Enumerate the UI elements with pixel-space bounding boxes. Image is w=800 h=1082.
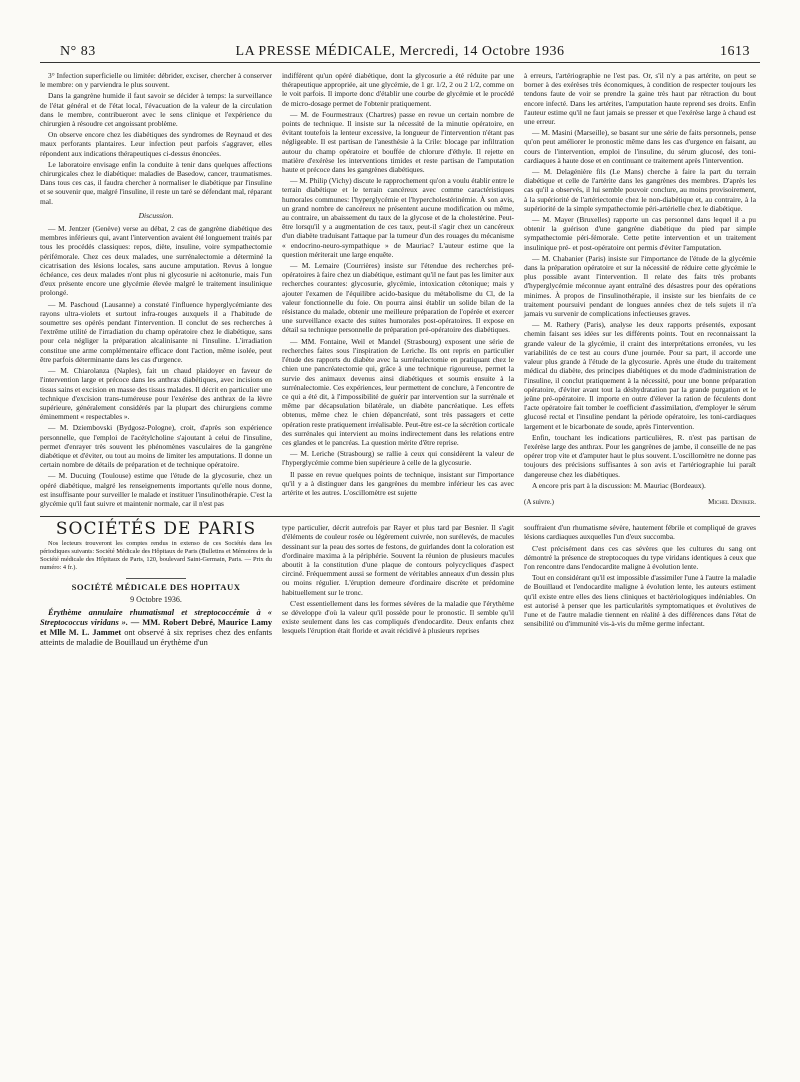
paragraph: — M. Mayer (Bruxelles) rapporte un cas personnel dans lequel il a pu obtenir la guérison d'une gangrène diabétique du pied par simple sympathectomie péri-fémorale. Cette petite intervention et un traitement insulinique pré- et post-opératoire ont permis d'éviter l'amputation. [524,215,756,252]
societes-column-2 [282,523,514,650]
paragraph: A encore pris part à la discussion: M. Mauriac (Bordeaux). [532,480,706,490]
paragraph: — M. Delagénière fils (Le Mans) cherche à faire la part du terrain diabétique et celle de l'artérite dans les gangrènes des membres. D'après les cas qu'il a observés, il lui semble pouvoir conclure, au moins provisoirement, à la supériorité de l'artériectomie chez le non-diabétique et, au contraire, à la supériorité de la simple sympathectomie péri-artérielle chez le diabétique. [524,167,756,213]
paragraph: Il passe en revue quelques points de technique, insistant sur l'importance qu'il y a à distinguer dans les gangrènes du membre inférieur les cas avec artérite et les autres. L'oscillomètre est sujette [282,469,514,497]
paragraph: — M. Philip (Vichy) discute le rapprochement qu'on a voulu établir entre le terrain diabétique et le terrain cancéreux avec comme caractéristiques humorales communes: l'hyperglycémie et l'hypercholestérinémie. À son avis, un grand nombre de cancéreux ne présentent aucune modification ou même, au contraire, un abaissement du taux de la glycose et de la cholestérine. Peut-être lorsqu'il y a augmentation de ces taux, peut-il s'agir chez un cancéreux d'un diabète traduisant l'attaque par la tumeur d'un des rouages du mécanisme « endocrino-neuro-sympathique » de Mauriac? L'auteur estime que la question mériterait une large enquête. [282,176,514,259]
paragraph: 3° Infection superficielle ou limitée: débrider, exciser, chercher à conserver le membre: on y parviendra le plus souvent. [40,71,272,90]
paragraph: — M. Paschoud (Lausanne) a constaté l'influence hyperglycémiante des rayons ultra-violets et surtout infra-rouges auxquels il a l'habitude de soumettre ses opérés pendant l'intervention. Il conclut de ses recherches à l'extrême utilité de l'irradiation du champ opératoire chez le diabétique, sans pour cela négliger la préparation alcalinisante ni l'insuline. L'irradiation constitue une arme complémentaire efficace dont l'action, même isolée, peut être parfois déterminante dans les cas d'urgence. [40,299,272,364]
communication-text: ont observé à six reprises chez des enfants atteints de maladie de Bouillaud un érythème d'un [40,627,272,647]
section-divider [40,516,760,517]
paragraph: — M. Dziembovski (Bydgosz-Pologne), croit, d'après son expérience personnelle, que l'emploi de l'acétylcholine s'ajoutant à celui de l'insuline, permet d'enrayer très souvent les phénomènes vasculaires de la gangrène diabétique et d'éviter, ou tout au moins de limiter les amputations. Il donne un certain nombre de détails de préparation et de technique opératoire. [40,423,272,470]
column-2 [282,71,514,510]
paragraph: C'est essentiellement dans les formes sévères de la maladie que l'érythème se développe d'où la valeur qu'il possède pour le pronostic. Il semble qu'il existe seulement dans les cas compliqués d'endocardite. Deux enfants chez lesquels l'éruption était floride et avait récidivé à plusieurs reprises [282,598,514,636]
paragraph: On observe encore chez les diabétiques des syndromes de Reynaud et des maux perforants plantaires. Leur infection peut parfois s'aggraver, elles répondent aux indications thérapeutiques ci-dessus énoncées. [40,130,272,158]
divider [126,578,186,579]
meeting-date: 9 Octobre 1936. [130,594,182,604]
meeting-title: SOCIÉTÉ MÉDICALE DES HOPITAUX [71,582,241,593]
communication-title [40,608,272,648]
to-be-continued: (A suivre.) [524,497,554,506]
paragraph: — M. Ducuing (Toulouse) estime que l'étude de la glycosurie, chez un opéré diabétique, malgré les renseignements importants qu'elle nous donne, est insuffisante pour surveiller le malade et instituer l'insulinothérapie. C'est la glycémie qu'il faut suivre et maintenir normale, car il n'est pas [40,471,272,508]
signature-line [524,498,756,507]
societes-section [40,519,760,650]
societes-column-3 [524,523,756,650]
paragraph: souffraient d'un rhumatisme sévère, hautement fébrile et compliqué de graves lésions cardiaques auxquelles l'un d'eux succomba. [524,523,756,542]
article-author: Michel Deniker. [708,497,756,506]
journal-title: LA PRESSE MÉDICALE, Mercredi, 14 Octobre 1936 [235,44,565,59]
running-header [40,40,760,63]
paragraph: à erreurs, l'artériographie ne l'est pas. Or, s'il n'y a pas artérite, on peut se borner à des exérèses très économiques, à condition de respecter toujours les tendons faute de voir se prendre la gaine très haut par rétraction du bout encore infecté. Dans les artérites, l'amputation haute reprend ses droits. Enfin l'auteur estime qu'il ne faut jamais se presser et que l'exérèse large à chaud est une erreur. [524,71,756,127]
paragraph: — M. Lemaire (Courrières) insiste sur l'étendue des recherches pré-opératoires à faire chez un diabétique, estimant qu'il ne faut pas les limiter aux recherches courantes: glycosurie, glycémie, intoxication cétonique; mais y ajouter l'examen de l'équilibre acido-basique du métabolisme du Cl, de la valeur fonctionnelle du foie. On pourra ainsi établir un solide bilan de la résistance du malade, obtenir une meilleure préparation de l'opérée et exercer une surveillance exacte des suites humorales post-opératoires. Il expose en détail sa technique personnelle de préparation pré-opératoire des diabétiques. [282,261,514,335]
paragraph: C'est précisément dans ces cas sévères que les cultures du sang ont démontré la présence de streptocoques du type viridans identiques à ceux que l'on rencontre dans l'endocardite maligne à évolution lente. [524,543,756,571]
paragraph: indifférent qu'un opéré diabétique, dont la glycosurie a été réduite par une thérapeutique appropriée, ait une glycémie, de 1 gr. 1/2, 2 ou 2 1/2, comme on le voit parfois. Il importe donc d'établir une courbe de glycémie et le procédé de micro-dosage permet de l'obtenir pratiquement. [282,71,514,108]
page-number: 1613 [720,44,750,59]
section-title: SOCIÉTÉS DE PARIS [55,519,257,540]
discussion-heading: Discussion. [138,210,174,220]
paragraph: Tout en considérant qu'il est impossible d'assimiler l'une à l'autre la maladie de Bouillaud et l'endocardite maligne à évolution lente, les auteurs estiment qu'il existe entre elles des liens cliniques et bactériologiques indéniables. On est autorisé à penser que les particularités symptomatiques et évolutives de l'une et de l'autre maladie tiennent en réalité à des différences dans l'état de sensibilité ou d'immunité vis-à-vis du même germe infectant. [524,573,756,629]
paragraph: — M. Masini (Marseille), se basant sur une série de faits personnels, pense qu'on peut améliorer le pronostic même dans les cas d'urgence en faisant, au cours de l'intervention, emploi de l'insuline, du sérum glucosé, des toni-cardiaques à haute dose et en continuant ce traitement après l'intervention. [524,128,756,165]
column-1 [40,71,272,510]
paragraph: — MM. Fontaine, Weil et Mandel (Strasbourg) exposent une série de recherches faites sous l'inspiration de Leriche. Ils ont repris en particulier l'étude des rapports du diabète avec la surrénalectomie en pratiquant chez le chien une pancréatectomie qui, grâce à une technique rigoureuse, permet la survie des animaux devenus ainsi diabétiques et soumis ensuite à la surrénalectomie. Ces expériences, leur permettent de conclure, à l'encontre de ce qui a été dit, à l'impossibilité de guérir par intervention sur la surrénale et même par décapsulation bilatérale, un diabète pancréatique. Les effets obtenus, même chez le chien dépancréaté, sont très passagers et cette opération reste pratiquement irréalisable. Peut-être est-ce la sécrétion corticale des surrénales qui intervient au moins indirectement dans les relations entre ces glandes et le pancréas. La question mérite d'être reprise. [282,336,514,447]
paragraph: — M. de Fourmestraux (Chartres) passe en revue un certain nombre de points de technique. Il insiste sur la nécessité de la minutie opératoire, en évitant toutefois la lenteur excessive, la longueur de l'intervention n'étant pas négligeable. Il est partisan de l'anesthésie à la Crile: blocage par infiltration autour du champ opératoire et bouffée de chlorure d'éthyle. Il rejette en matière d'exérèse les interventions timides et reste partisan de l'amputation haute et précoce dans les gangrènes diabétiques. [282,109,514,175]
column-3 [524,71,756,510]
periodicals-note: Nos lecteurs trouveront les comptes rendus in extenso de ces Sociétés dans les périodiques suivants: Société Médicale des Hôpitaux de Paris (Bulletins et Mémoires de la Société médicale des Hôpitaux de Paris, 120, boulevard Saint-Germain, Paris. — Prix du numéro: 4 fr.). [40,540,272,572]
paragraph: Enfin, touchant les indications particulières, R. n'est pas partisan de l'exérèse large des anthrax. Pour les gangrènes de jambe, il conseille de ne pas opérer trop vite et d'amputer haut le plus souvent. L'oscillomètre ne donne pas toujours des précisions suffisantes à son avis et l'artériographie lui paraît dangereuse chez les diabétiques. [524,432,756,479]
paragraph: — M. Chiarolanza (Naples), fait un chaud plaidoyer en faveur de l'intervention large et précoce dans les anthrax diabétiques, avec incisions en tissus sains et excision en masse des tissus malades. Il décrit en particulier une technique d'excision trans-tuméreuse pour l'exérèse des anthrax de la lèvre supérieure, généralement considérés par la plupart des chirurgiens comme éminemment « respectables ». [40,366,272,422]
communication-authors: MM. Robert Debré, Maurice Lamy et Mlle M. L. Jammet [40,617,273,637]
paragraph: Le laboratoire envisage enfin la conduite à tenir dans quelques affections chirurgicales chez le diabétique: maladies de Basedow, cancer, traumatismes. Dans tous ces cas, il faudra chercher à normaliser le diabétique par l'insuline et se souvenir que, malgré l'insuline, il reste un taré se défendant mal, réparant mal. [40,159,272,206]
issue-number: N° 83 [60,44,96,59]
paragraph: — M. Rathery (Paris), analyse les deux rapports présentés, exposant chemin faisant ses idées sur les différents points. Tout en reconnaissant la grande valeur de la glycémie, il craint des interprétations erronées, vu les variabilités de ce test au cours d'une journée. Pour sa part, il accorde une valeur plus grande à l'étude de la glycosurie. Après une étude du traitement médical du diabète, des principes diabétiques et du mode d'administration de l'insuline, il conclut pratiquement à la nécessité, pour une bonne préparation opératoire, d'éviter avant tout la déshydratation par la grande purgation et le jeûne pré-opératoire. Il importe en outre d'élever la ration de féculents dont l'acte opératoire fait tomber le coefficient d'assimilation, d'employer le sérum glucosé rectal et l'insuline pendant la période opératoire, les toni-cardiaques largement et le bicarbonate de soude, après l'intervention. [524,320,756,431]
societes-column-1 [40,519,273,650]
paragraph: — M. Leriche (Strasbourg) se rallie à ceux qui considèrent la valeur de l'hyperglycémie comme bien supérieure à celle de la glycosurie. [282,449,514,468]
article-columns [40,71,760,510]
paragraph: Dans la gangrène humide il faut savoir se décider à temps: la surveillance de l'état général et de l'état local, l'évacuation de la valeur de la circulation dans le membre, contribueront avec le sens clinique et l'expérience du chirurgien à résoudre cet angoissant problème. [40,91,272,129]
paragraph: type particulier, décrit autrefois par Rayer et plus tard par Besnier. Il s'agit d'éléments de couleur rosée ou légèrement cuivrée, non surélevés, de macules dessinant sur la peau des sortes de festons, de guirlandes dont la coloration est d'ordinaire maxima à la périphérie. Souvent la réunion de plusieurs macules aboutit à la constitution d'une plaque de contours polycycliques d'aspect circiné. Fréquemment aussi se forment de véritables anneaux d'un dessin plus ou moins régulier. L'éruption demeure d'ordinaire discrète et prédomine habituellement sur le tronc. [282,523,514,597]
paragraph: — M. Chabanier (Paris) insiste sur l'importance de l'étude de la glycémie dans la préparation opératoire et sur la nécessité de réduire cette glycémie le plus possible avant l'intervention. Il relate des faits très probants d'hyperglycémie méconnue ayant entraîné des désastres pour des opérations minimes. À propos de l'insulinothérapie, il insiste sur les bienfaits de ce traitement poursuivi pendant de longues années chez de tels sujets il n'a jamais vu survenir de complications infectieuses graves. [524,253,756,319]
communication-title-text: Érythème annulaire rhumatismal et streptococcémie à « Streptococcus viridans ». — [40,607,272,627]
paragraph: — M. Jentzer (Genève) verse au débat, 2 cas de gangrène diabétique des membres inférieurs qui, avant l'intervention avaient été longuement traités par tous les procédés classiques: repos, diète, insuline, voire sympathectomie périfémorale. Chez ces deux malades, une surrénalectomie a déterminé la cicatrisation des lésions locales, sans aucune amputation. Revus à longue échéance, ces deux malades n'ont plus ni glycosurie ni acétonurie, mais l'un d'eux présente encore une glycémie élevée malgré le traitement insulinique prolongé. [40,224,272,298]
